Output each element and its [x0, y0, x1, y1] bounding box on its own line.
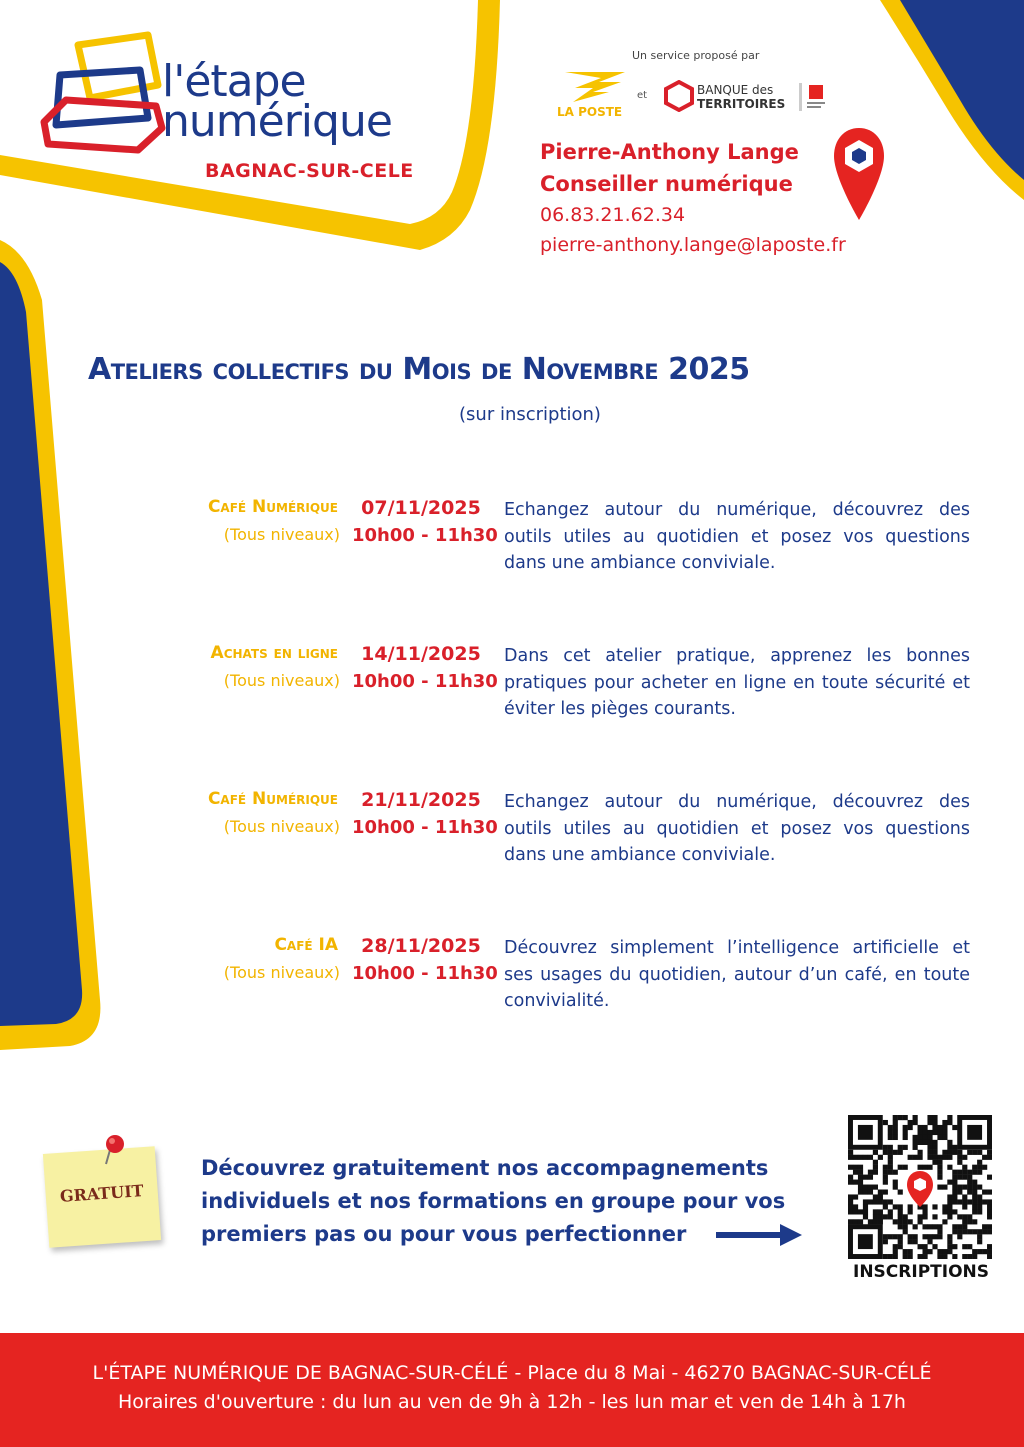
- banque-label-line1: BANQUE des: [697, 83, 774, 97]
- arrow-right-icon: [716, 1224, 802, 1246]
- workshop-level: (Tous niveaux): [223, 525, 340, 544]
- la-poste-bird-icon: [563, 68, 627, 104]
- logo-line2: numérique: [162, 96, 392, 147]
- caisse-depots-logo-icon: [799, 83, 827, 111]
- gratuit-label: GRATUIT: [59, 1181, 145, 1206]
- pushpin-icon: [100, 1132, 128, 1166]
- logo-line1: l'étape: [162, 56, 306, 107]
- etape-numerique-logo-icon: [38, 30, 168, 155]
- footer-address: L'ÉTAPE NUMÉRIQUE DE BAGNAC-SUR-CÉLÉ - Place du 8 Mai - 46270 BAGNAC-SUR-CÉLÉ: [92, 1362, 932, 1384]
- logo-city: BAGNAC-SUR-CELE: [205, 160, 414, 182]
- contact-name: Pierre-Anthony Lange: [540, 140, 799, 164]
- workshop-name: Achats en ligne: [210, 643, 338, 663]
- footer: [0, 1333, 1024, 1447]
- workshop-date: 21/11/2025: [361, 789, 481, 811]
- partners-conjunction: et: [637, 90, 648, 101]
- banque-label-line2: TERRITOIRES: [697, 97, 786, 111]
- workshop-description: Echangez autour du numérique, découvrez des outils utiles au quotidien et posez vos questions dans une ambiance conviviale.: [504, 500, 970, 573]
- workshop-time: 10h00 - 11h30: [352, 963, 498, 984]
- promo-text: Découvrez gratuitement nos accompagnements individuels et nos formations en groupe pour vos premiers pas ou pour vous perfectionner: [201, 1156, 786, 1246]
- page-subtitle: (sur inscription): [459, 404, 601, 425]
- workshop-item: [0, 935, 1024, 1025]
- workshop-description: Dans cet atelier pratique, apprenez les bonnes pratiques pour acheter en ligne en toute sécurité et éviter les pièges courants.: [504, 646, 970, 719]
- workshop-time: 10h00 - 11h30: [352, 525, 498, 546]
- contact-role: Conseiller numérique: [540, 172, 793, 196]
- workshop-level: (Tous niveaux): [223, 817, 340, 836]
- workshop-item: [0, 497, 1024, 587]
- contact-phone[interactable]: 06.83.21.62.34: [540, 204, 686, 226]
- workshop-name: Café IA: [274, 935, 338, 955]
- banque-territoires-hexagon-icon: [664, 80, 694, 112]
- workshop-name: Café Numérique: [207, 497, 338, 517]
- location-pin-icon: [832, 126, 886, 222]
- workshop-name: Café Numérique: [207, 789, 338, 809]
- workshop-level: (Tous niveaux): [223, 671, 340, 690]
- qr-code[interactable]: [848, 1115, 992, 1259]
- la-poste-label: LA POSTE: [557, 105, 623, 119]
- workshop-level: (Tous niveaux): [223, 963, 340, 982]
- qr-label: INSCRIPTIONS: [853, 1262, 989, 1282]
- workshop-item: [0, 789, 1024, 879]
- workshop-description: Découvrez simplement l’intelligence artificielle et ses usages du quotidien, autour d’un café, en toute convivialité.: [504, 938, 970, 1011]
- workshop-date: 28/11/2025: [361, 935, 481, 957]
- workshop-date: 07/11/2025: [361, 497, 481, 519]
- workshop-item: [0, 643, 1024, 733]
- workshop-date: 14/11/2025: [361, 643, 481, 665]
- workshop-time: 10h00 - 11h30: [352, 817, 498, 838]
- contact-email[interactable]: pierre-anthony.lange@laposte.fr: [540, 234, 846, 256]
- logo-wordmark: [162, 56, 392, 147]
- workshop-description: Echangez autour du numérique, découvrez des outils utiles au quotidien et posez vos questions dans une ambiance conviviale.: [504, 792, 970, 865]
- workshop-time: 10h00 - 11h30: [352, 671, 498, 692]
- footer-hours: Horaires d'ouverture : du lun au ven de 9h à 12h - les lun mar et ven de 14h à 17h: [118, 1391, 906, 1413]
- partners-label: Un service proposé par: [632, 49, 760, 62]
- page-title: Ateliers collectifs du Mois de Novembre 2025: [88, 352, 750, 387]
